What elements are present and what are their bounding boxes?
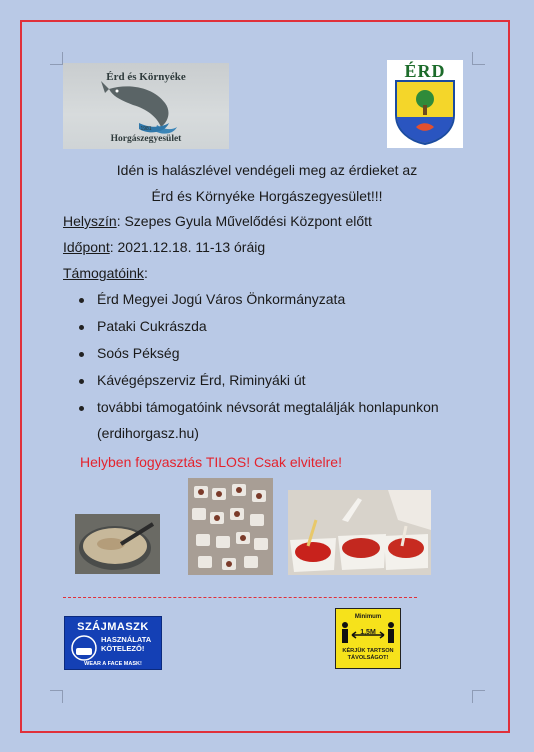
warning-text: Helyben fogyasztás TILOS! Csak elvitelre! [80, 454, 342, 470]
list-item [79, 399, 439, 415]
website-text: (erdihorgasz.hu) [97, 425, 199, 441]
list-item [79, 318, 207, 334]
mask-sign-title: SZÁJMASZK [77, 621, 149, 633]
location-line [63, 213, 372, 229]
supporters-heading [63, 265, 148, 281]
time-value: : 2021.12.18. 11-13 óráig [109, 239, 266, 255]
shield-icon [394, 79, 456, 145]
location-label: Helyszín [63, 213, 117, 229]
crop-mark [472, 690, 485, 703]
mask-sign-line-2: KÖTELEZŐ! [101, 644, 145, 653]
face-mask-sign [64, 616, 162, 670]
prepared-food-photo [188, 478, 273, 575]
time-line [63, 239, 265, 255]
fish-soup-bowls-photo [288, 490, 431, 575]
mask-sign-line-1: HASZNÁLATA [101, 635, 152, 644]
distance-sign [335, 608, 401, 669]
supporter-name: további támogatóink névsorát megtalálják honlapunkon [97, 399, 439, 415]
distance-sign-line-2: TÁVOLSÁGOT! [347, 655, 389, 661]
mask-sign-english: WEAR A FACE MASK! [84, 661, 142, 667]
crop-mark [50, 690, 63, 703]
soup-pot-photo [75, 514, 160, 574]
list-item [79, 345, 180, 361]
supporter-name: Soós Pékség [97, 345, 180, 361]
distance-sign-minimum: Minimum [354, 614, 382, 620]
crop-mark [472, 52, 485, 65]
supporters-suffix: : [143, 265, 148, 281]
club-logo [63, 63, 229, 149]
list-item [79, 372, 306, 388]
club-logo-subtitle: Horgászegyesület [110, 134, 182, 144]
club-logo-year: 1981 [140, 126, 152, 132]
supporter-name: Kávégépszerviz Érd, Riminyáki út [97, 372, 306, 388]
supporter-name: Pataki Cukrászda [97, 318, 207, 334]
distance-sign-value: 1,5M [360, 629, 376, 636]
divider [63, 597, 417, 598]
supporters-label: Támogatóink [63, 265, 144, 281]
club-logo-title: Érd és Környéke [106, 71, 186, 83]
intro-line-2: Érd és Környéke Horgászegyesület!!! [151, 188, 383, 204]
face-mask-icon [70, 635, 98, 661]
crop-mark [50, 52, 63, 65]
distance-sign-line-1: KÉRJÜK TARTSON [342, 648, 394, 654]
mask-sign-text [101, 635, 151, 653]
intro-line-1: Idén is halászlével vendégeli meg az érdieket az [116, 162, 418, 178]
location-value: : Szepes Gyula Művelődési Központ előtt [116, 213, 372, 229]
list-item [79, 291, 345, 307]
city-name: ÉRD [404, 61, 446, 81]
distance-sign-text [336, 648, 400, 662]
supporter-name: Érd Megyei Jogú Város Önkormányzata [97, 291, 346, 307]
city-coat-of-arms [387, 60, 463, 148]
time-label: Időpont [63, 239, 110, 255]
